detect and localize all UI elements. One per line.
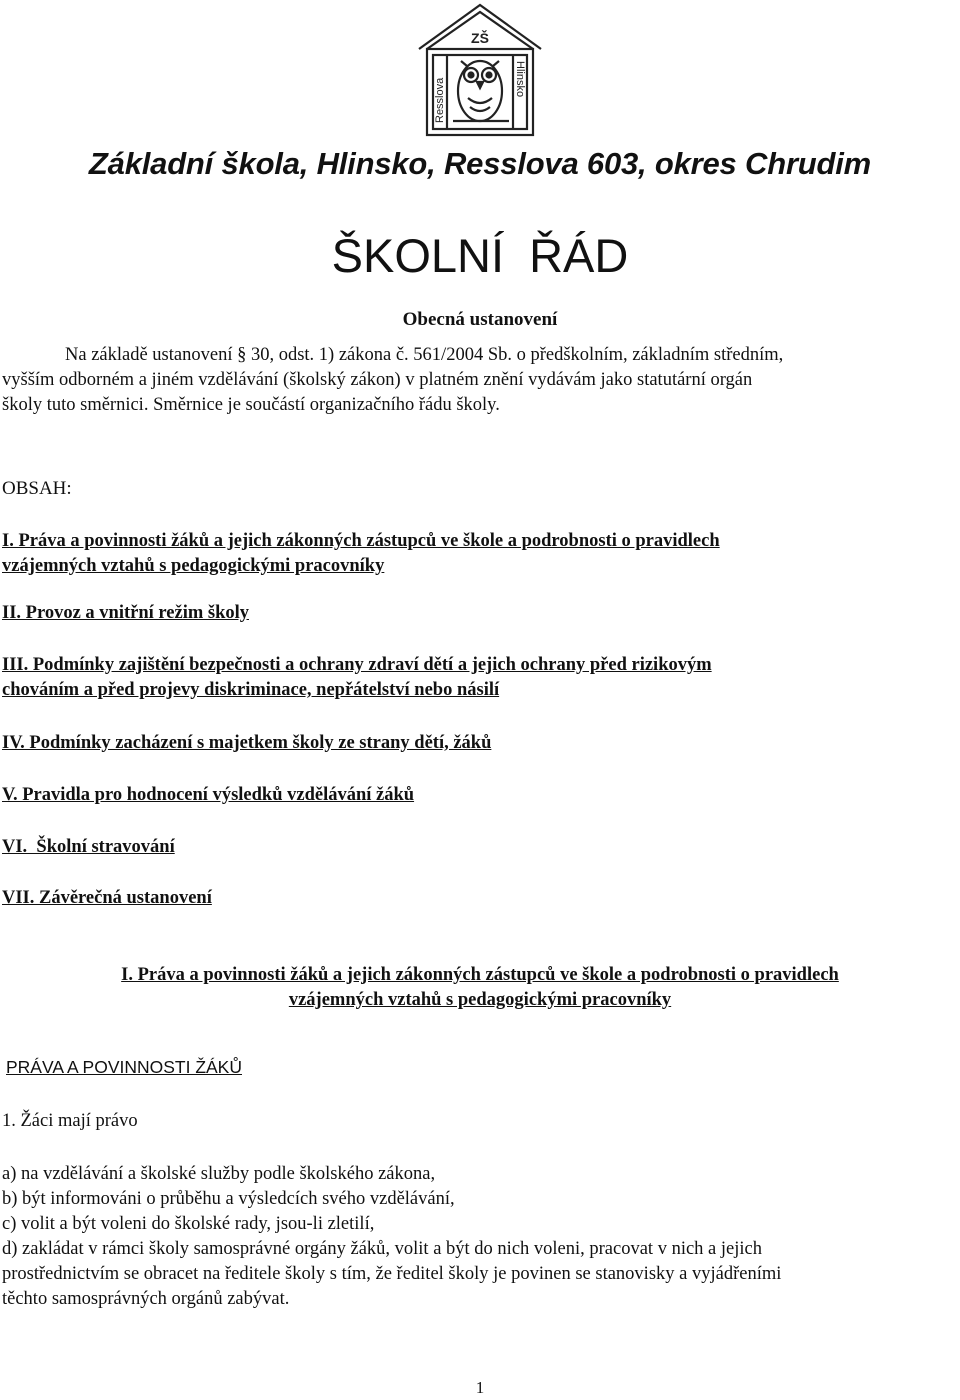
document-title: ŠKOLNÍ ŘÁD — [331, 229, 629, 282]
section-1-title-line-2: vzájemných vztahů s pedagogickými pracovníky — [288, 990, 672, 1010]
toc-item-5[interactable] — [2, 783, 958, 808]
page-number: 1 — [475, 1378, 485, 1397]
toc-item-line: IV. Podmínky zacházení s majetkem školy ze strany dětí, žáků — [2, 733, 492, 753]
logo-right-text: Hlinsko — [514, 61, 526, 98]
section-label: Obecná ustanovení — [402, 309, 558, 330]
toc-item-line: I. Práva a povinnosti žáků a jejich zákonných zástupců ve škole a podrobnosti o pravidlech — [2, 531, 720, 551]
school-name: Základní škola, Hlinsko, Resslova 603, okres Chrudim — [88, 146, 872, 181]
toc-item-4[interactable] — [2, 731, 958, 756]
list-item-c: c) volit a být voleni do školské rady, jsou-li zletilí, — [2, 1214, 375, 1234]
toc-item-line: chováním a před projevy diskriminace, nepřátelství nebo násilí — [2, 680, 500, 700]
section-1-title — [60, 963, 900, 1013]
list-item-a: a) na vzdělávání a školské služby podle školského zákona, — [2, 1164, 436, 1184]
logo-left-text: Resslova — [434, 77, 446, 123]
toc-item-3[interactable] — [2, 653, 958, 703]
toc-item-2[interactable] — [2, 601, 958, 626]
owl-house-icon — [413, 3, 547, 139]
toc-item-line: II. Provoz a vnitřní režim školy — [2, 603, 249, 623]
toc-heading: OBSAH: — [2, 478, 72, 499]
toc-item-line: III. Podmínky zajištění bezpečnosti a ochrany zdraví dětí a jejich ochrany před rizikovým — [2, 655, 712, 675]
toc-item-1[interactable] — [2, 529, 958, 579]
section-1-title-line-1: I. Práva a povinnosti žáků a jejich zákonných zástupců ve škole a podrobnosti o pravidlech — [121, 965, 839, 985]
toc-item-7[interactable] — [2, 886, 958, 911]
list-item-d-line-3: těchto samosprávných orgánů zabývat. — [2, 1289, 290, 1309]
toc-item-6[interactable] — [2, 835, 958, 860]
toc-item-line: V. Pravidla pro hodnocení výsledků vzdělávání žáků — [2, 785, 415, 805]
toc-item-line: VI. Školní stravování — [2, 837, 175, 857]
intro-line-2: vyšším odborném a jiném vzdělávání (školský zákon) v platném znění vydávám jako statutární orgán — [2, 370, 753, 390]
intro-line-1: Na základě ustanovení § 30, odst. 1) zákona č. 561/2004 Sb. o předškolním, základním středním, — [65, 345, 784, 365]
logo-top-text: ZŠ — [471, 30, 489, 46]
intro-paragraph — [2, 343, 958, 418]
rights-heading: PRÁVA A POVINNOSTI ŽÁKŮ — [6, 1057, 242, 1077]
list-item-d-line-1: d) zakládat v rámci školy samosprávné orgány žáků, volit a být do nich voleni, pracovat v nich a jejich — [2, 1239, 762, 1259]
list-item-d-line-2: prostřednictvím se obracet na ředitele školy s tím, že ředitel školy je povinen se stanovisky a vyjádřeními — [2, 1264, 782, 1284]
toc-item-line: VII. Závěrečná ustanovení — [2, 888, 212, 908]
rights-list — [2, 1162, 958, 1312]
school-logo — [413, 3, 547, 139]
list-item-b: b) být informováni o průběhu a výsledcích svého vzdělávání, — [2, 1189, 455, 1209]
toc-item-line: vzájemných vztahů s pedagogickými pracovníky — [2, 556, 385, 576]
intro-line-3: školy tuto směrnici. Směrnice je součástí organizačního řádu školy. — [2, 395, 500, 415]
point-1: 1. Žáci mají právo — [2, 1111, 138, 1131]
